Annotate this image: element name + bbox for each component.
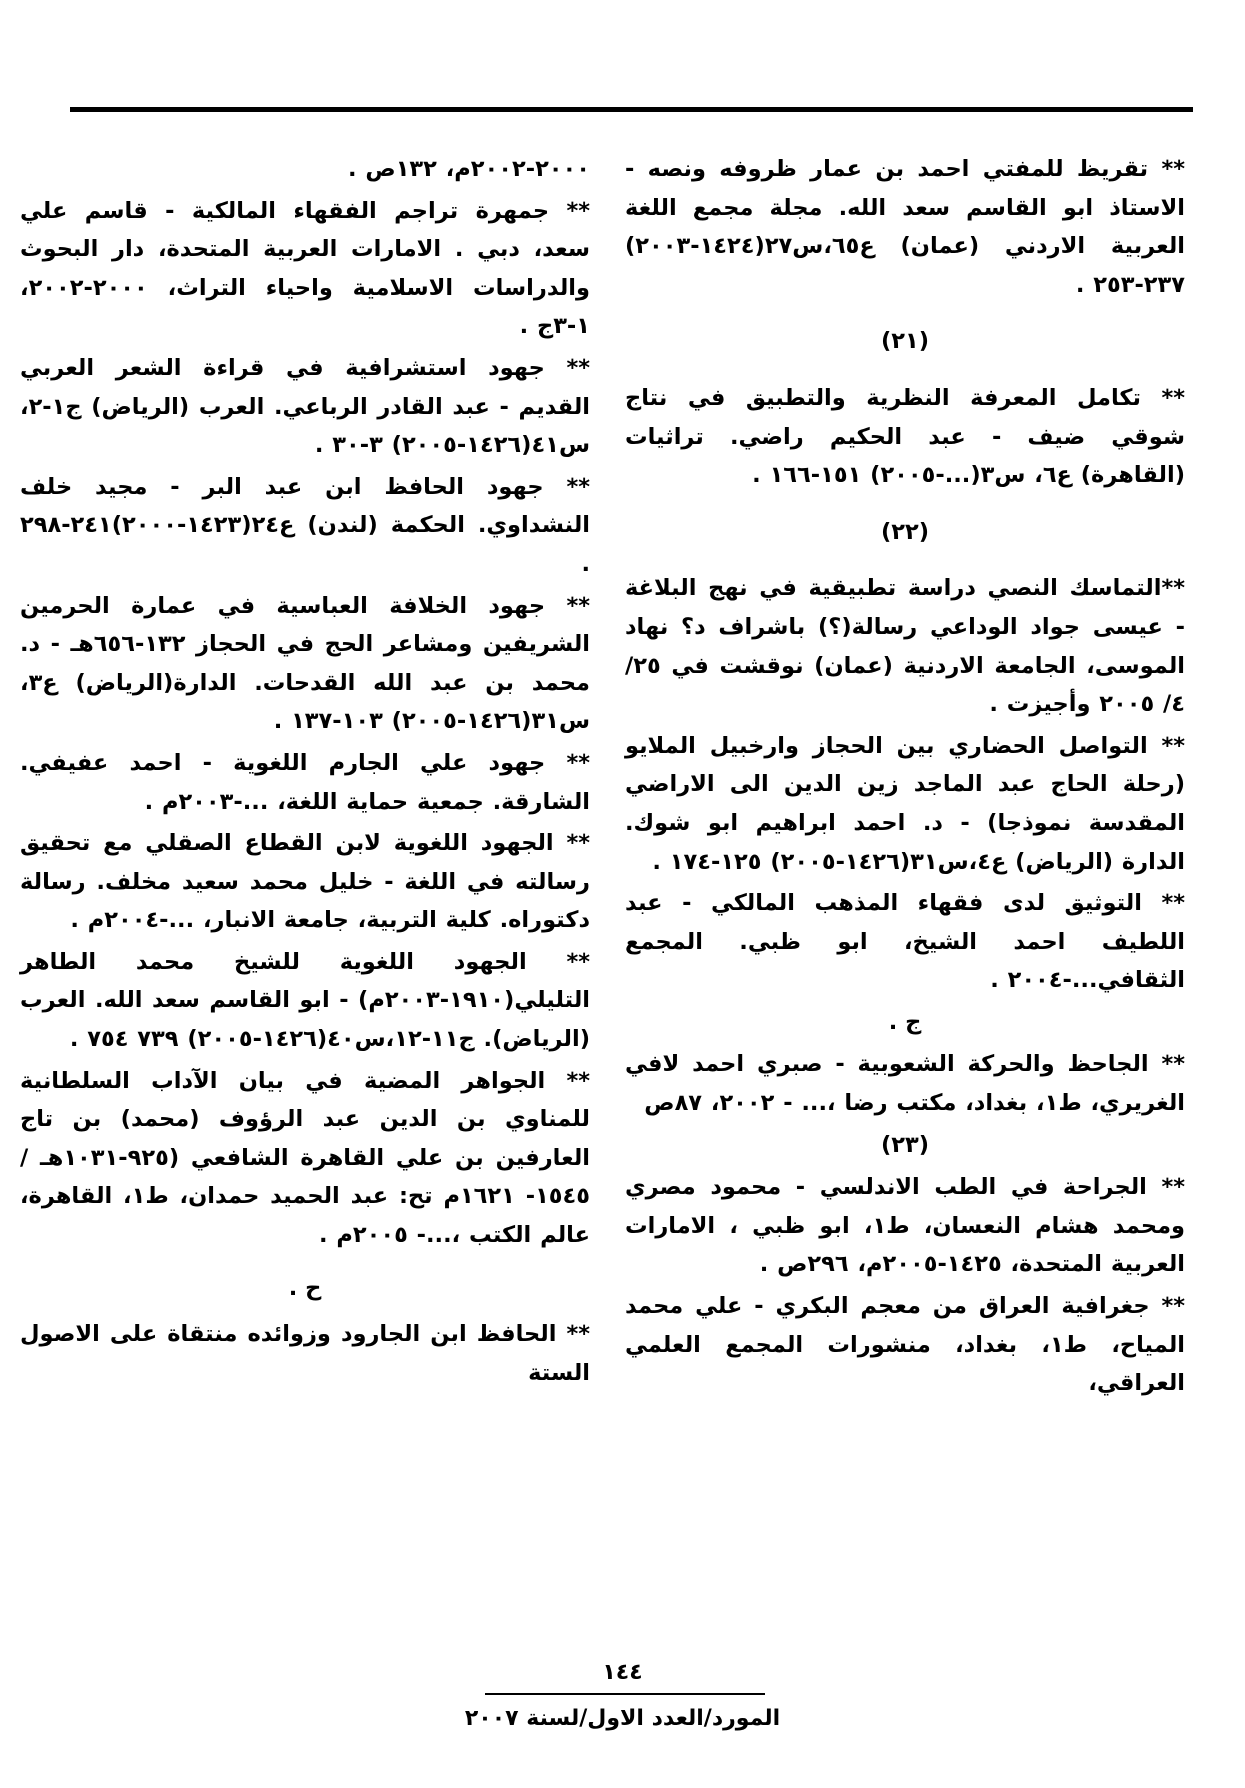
entry-juhud-tilili: ** الجهود اللغوية للشيخ محمد الطاهر التليلي(١٩١٠-٢٠٠٣م) - ابو القاسم سعد الله. العرب (الرياض). ج١١-١٢،س٤٠(١٤٢٦-٢٠٠٥) ٧٣٩ ٧٥٤ . — [20, 948, 590, 1053]
left-column — [20, 150, 590, 1395]
entry-jamhara: ** جمهرة تراجم الفقهاء المالكية - قاسم علي سعد، دبي . الامارات العربية المتحدة، دار البحوث والدراسات الاسلامية واحياء التراث، ٢٠٠٠-٢٠٠٢، ١-٣ج . — [20, 197, 590, 340]
page-number: ١٤٤ — [602, 1660, 643, 1685]
entry-juhud-khilafa: ** جهود الخلافة العباسية في عمارة الحرمين الشريفين ومشاعر الحج في الحجاز ١٣٢-٦٥٦هـ - د. محمد بن عبد الله القدحات. الدارة(الرياض) ع٣، س٣١(١٤٢٦-٢٠٠٥) ١٠٣-١٣٧ . — [20, 592, 590, 735]
top-rule — [70, 107, 1193, 112]
entry-tamasuk: **التماسك النصي دراسة تطبيقية في نهج البلاغة - عيسى جواد الوداعي رسالة(؟) باشراف د؟ نهاد الموسى، الجامعة الاردنية (عمان) نوقشت في ٢٥/ ٤/ ٢٠٠٥ وأجيزت . — [625, 575, 1185, 718]
entry-jahiz: ** الجاحظ والحركة الشعوبية - صبري احمد لافي الغريري، ط١، بغداد، مكتب رضا ،... - ٢٠٠٢، ٨٧ص — [625, 1051, 1185, 1117]
section-number-21: (٢١) — [880, 328, 930, 355]
letter-heading-ha: ح . — [288, 1274, 322, 1301]
entry-tawasul: ** التواصل الحضاري بين الحجاز وارخبيل الملايو (رحلة الحاج عبد الماجد زين الدين الى الاراضي المقدسة نموذجا) - د. احمد ابراهيم ابو شوك. الدارة (الرياض) ع٤،س٣١(١٤٢٦-٢٠٠٥) ١٢٥-١٧٤ . — [625, 732, 1185, 875]
entry-continuation: ٢٠٠٠-٢٠٠٢م، ١٣٢ص . — [348, 156, 590, 182]
entry-takamul: ** تكامل المعرفة النظرية والتطبيق في نتاج شوقي ضيف - عبد الحكيم راضي. تراثيات (القاهرة) ع٦، س٣(...-٢٠٠٥) ١٥١-١٦٦ . — [625, 384, 1185, 489]
entry-juhud-hafiz: ** جهود الحافظ ابن عبد البر - مجيد خلف النشداوي. الحكمة (لندن) ع٢٤(١٤٢٣-٢٠٠٠)٢٤١-٢٩٨ . — [20, 473, 590, 577]
entry-juhud-jarim: ** جهود علي الجارم اللغوية - احمد عفيفي. الشارقة. جمعية حماية اللغة، ...-٢٠٠٣م . — [20, 749, 590, 815]
section-number-22: (٢٢) — [880, 518, 930, 545]
section-number-23: (٢٣) — [880, 1131, 930, 1158]
entry-taqriz: ** تقريظ للمفتي احمد بن عمار ظروفه ونصه - الاستاذ ابو القاسم سعد الله. مجلة مجمع اللغة العربية الاردني (عمان) ع٦٥،س٢٧(١٤٢٤-٢٠٠٣) ٢٣٧-٢٥٣ . — [625, 156, 1185, 298]
footer-rule — [485, 1693, 765, 1695]
entry-juhud-istishrafiya: ** جهود استشرافية في قراءة الشعر العربي القديم - عبد القادر الرباعي. العرب (الرياض) ج١-٢، س٤١(١٤٢٦-٢٠٠٥) ٣-٣٠ . — [20, 354, 590, 459]
entry-jughrafiya: ** جغرافية العراق من معجم البكري - علي محمد المياح، ط١، بغداد، منشورات المجمع العلمي العراقي، — [625, 1293, 1185, 1397]
entry-hafiz-jarud: ** الحافظ ابن الجارود وزوائده منتقاة على الاصول الستة — [20, 1321, 590, 1386]
entry-jawahir: ** الجواهر المضية في بيان الآداب السلطانية للمناوي بن الدين عبد الرؤوف (محمد) بن تاج العارفين بن علي القاهرة الشافعي (٩٢٥-١٠٣١هـ / ١٥٤٥- ١٦٢١م تح: عبد الحميد حمدان، ط١، القاهرة، عالم الكتب ،...- ٢٠٠٥م . — [20, 1067, 590, 1249]
entry-juhud-qatta: ** الجهود اللغوية لابن القطاع الصقلي مع تحقيق رسالته في اللغة - خليل محمد سعيد مخلف. رسالة دكتوراه. كلية التربية، جامعة الانبار، ...-٢٠٠٤م . — [20, 830, 590, 934]
entry-jiraha: ** الجراحة في الطب الاندلسي - محمود مصري ومحمد هشام النعسان، ط١، ابو ظبي ، الامارات العربية المتحدة، ١٤٢٥-٢٠٠٥م، ٢٩٦ص . — [625, 1174, 1185, 1278]
entry-tawthiq: ** التوثيق لدى فقهاء المذهب المالكي - عبد اللطيف احمد الشيخ، ابو ظبي. المجمع الثقافي...-٢٠٠٤ . — [625, 890, 1185, 994]
letter-heading-jim: ج . — [888, 1008, 922, 1035]
journal-footer: المورد/العدد الاول/لسنة ٢٠٠٧ — [464, 1706, 781, 1731]
right-column — [625, 150, 1185, 1406]
